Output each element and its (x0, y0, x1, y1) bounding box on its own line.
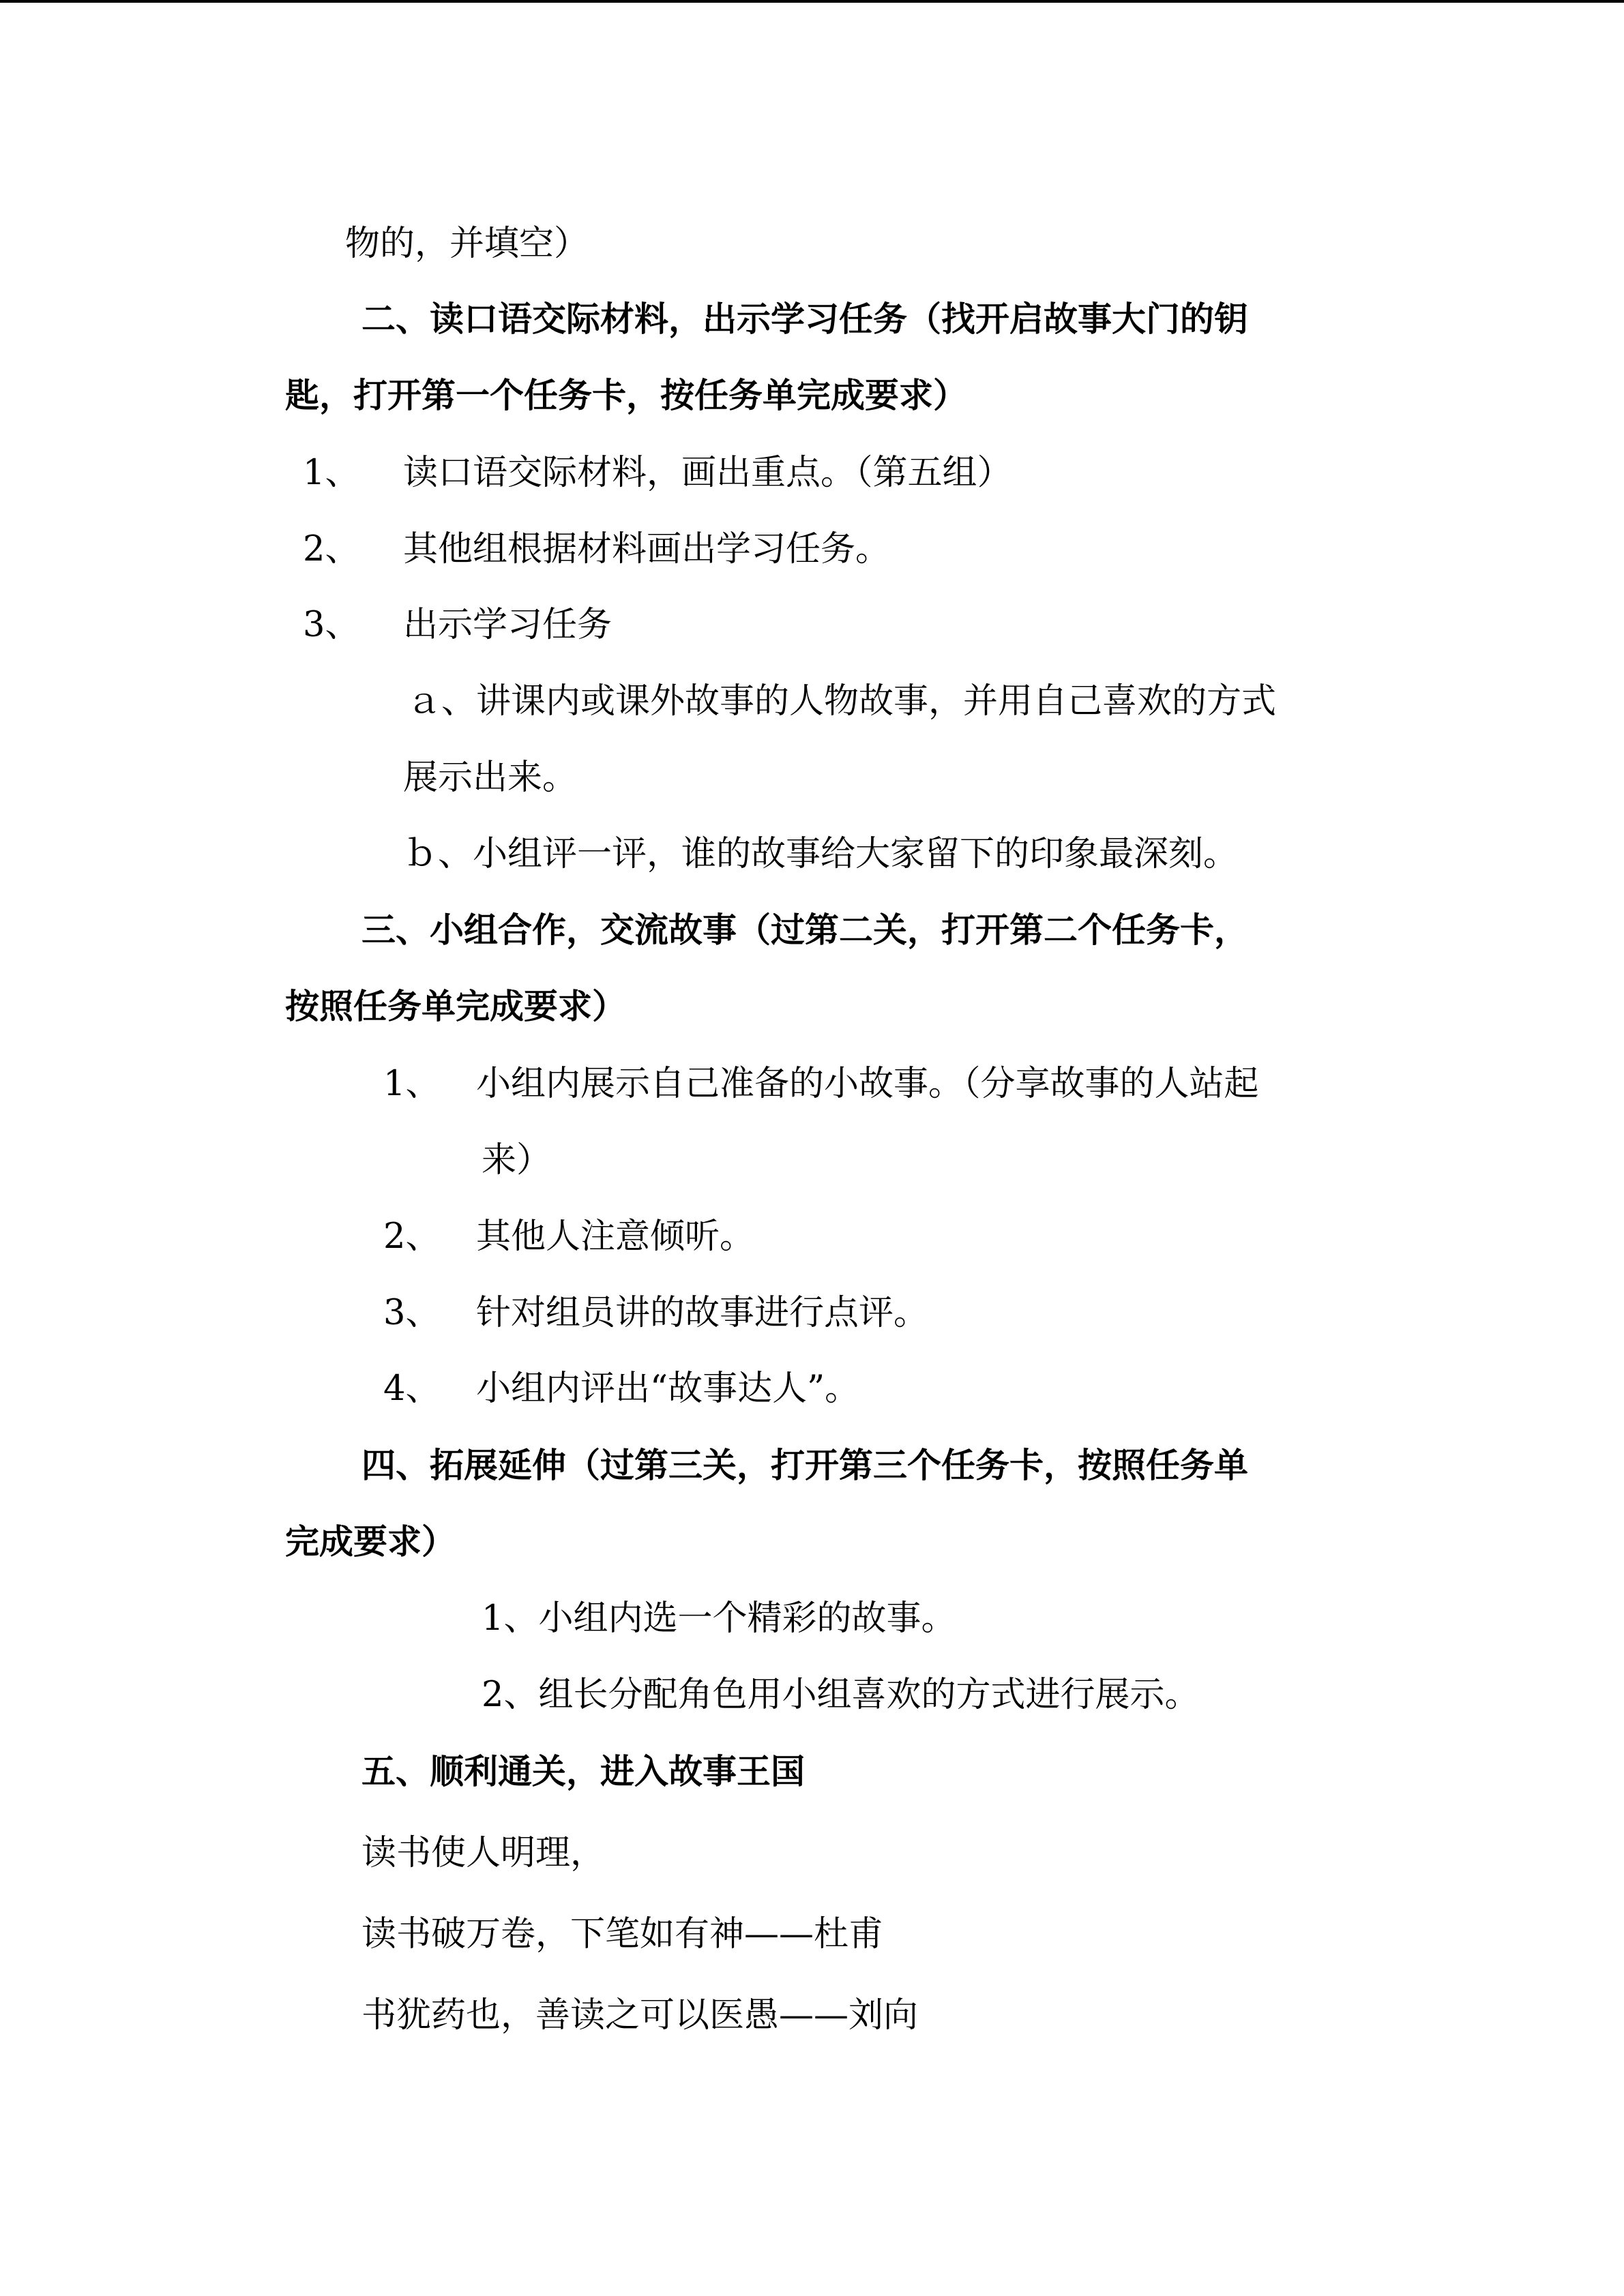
section-2-heading-line-2: 匙，打开第一个任务卡，按任务单完成要求） (285, 376, 967, 415)
section-3-item-1-continuation: 来） (482, 1140, 552, 1180)
section-3-item-3-number: 3、 (383, 1293, 441, 1333)
continuation-line: 物的，并填空） (345, 224, 589, 264)
section-2-item-1-text: 读口语交际材料，画出重点。（第五组） (403, 453, 1012, 493)
section-3-item-4-text: 小组内评出“故事达人”。 (476, 1369, 860, 1409)
section-2-item-2-number: 2、 (303, 529, 360, 569)
section-4-heading-line-1: 四、拓展延伸（过第三关，打开第三个任务卡，按照任务单 (361, 1446, 1248, 1485)
task-a-line-1: ａ、讲课内或课外故事的人物故事，并用自己喜欢的方式 (407, 681, 1277, 721)
section-3-item-2-number: 2、 (383, 1217, 441, 1257)
section-2-item-2-text: 其他组根据材料画出学习任务。 (403, 529, 891, 569)
task-b-line: ｂ、小组评一评，谁的故事给大家留下的印象最深刻。 (403, 834, 1239, 874)
section-4-item-2: 2、组长分配角色用小组喜欢的方式进行展示。 (482, 1675, 1200, 1715)
section-3-item-3-text: 针对组员讲的故事进行点评。 (476, 1293, 929, 1333)
section-5-heading: 五、顺利通关，进入故事王国 (361, 1752, 805, 1791)
section-4-heading-line-2: 完成要求） (285, 1522, 456, 1562)
section-2-item-3-number: 3、 (303, 605, 360, 645)
section-2-item-3-text: 出示学习任务 (403, 605, 612, 645)
section-3-item-2-text: 其他人注意倾听。 (476, 1217, 755, 1257)
section-3-item-4-number: 4、 (383, 1369, 441, 1409)
section-2-heading-line-1: 二、读口语交际材料，出示学习任务（找开启故事大门的钥 (361, 299, 1248, 339)
quote-line-1: 读书使人明理， (361, 1833, 606, 1873)
section-3-item-1-text: 小组内展示自己准备的小故事。（分享故事的人站起 (476, 1064, 1259, 1104)
section-4-item-1: 1、小组内选一个精彩的故事。 (482, 1598, 956, 1639)
page-top-border (0, 0, 1624, 3)
section-3-heading-line-2: 按照任务单完成要求） (285, 987, 626, 1026)
quote-line-3: 书犹药也，善读之可以医愚——刘向 (361, 1995, 919, 2036)
section-2-item-1-number: 1、 (303, 453, 360, 493)
task-a-line-2: 展示出来。 (403, 758, 578, 798)
quote-line-2: 读书破万卷，下笔如有神——杜甫 (361, 1914, 884, 1954)
section-3-item-1-number: 1、 (383, 1064, 441, 1104)
section-3-heading-line-1: 三、小组合作，交流故事（过第二关，打开第二个任务卡， (361, 910, 1248, 950)
